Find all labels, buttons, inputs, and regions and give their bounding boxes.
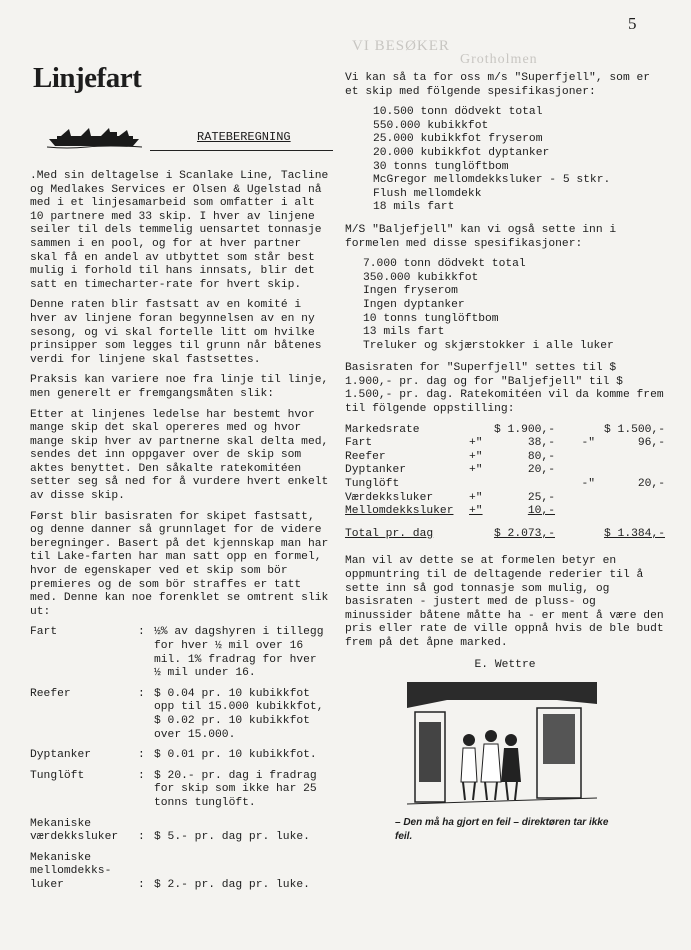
superfjell-intro: Vi kan så ta for oss m/s "Superfjell", som er et skip med fölgende spesifikasjoner: xyxy=(345,72,651,98)
baljefjell-value xyxy=(595,451,665,465)
page-number: 5 xyxy=(628,14,637,33)
row-label: Dyptanker xyxy=(345,464,407,477)
superfjell-value: 20,- xyxy=(527,464,555,477)
sign xyxy=(555,505,595,519)
formula-row-tungloft xyxy=(30,770,330,811)
article-title: Linjefart xyxy=(33,62,142,94)
formula-label: Reefer xyxy=(30,687,71,700)
formula-text: $ 20.- pr. dag i fradrag for skip som ikke har 25 tonns tunglöft. xyxy=(154,769,317,809)
baljefjell-value: 96,- xyxy=(637,437,665,450)
cartoon-caption: – Den må ha gjort en feil – direktøren tar ikke feil. xyxy=(395,817,609,843)
row-label: Fart xyxy=(345,437,373,450)
bleed-through-text: VI BESØKER xyxy=(352,38,450,54)
office-cartoon xyxy=(407,682,597,812)
paragraph-1: .Med sin deltagelse i Scanlake Line, Tacline og Medlakes Services er Olsen & Ugelstad nå med i et linjesamarbeid som omfatter i alt 10 partnere med 33 skip. I hver av linjene seiler til dels temmelig uensartet tonnasje sammen i en pool, og for at hver partner skal få en andel av utbyttet som står best mulig i forhold til hans innsats, blir det satt en timecharter-rate for hvert skip. xyxy=(30,170,329,291)
formula-colon: : xyxy=(138,749,145,762)
table-row xyxy=(345,464,665,478)
formula-row-vaerdekksluker xyxy=(30,818,330,845)
spec-item: Ingen fryserom xyxy=(363,285,458,298)
formula-label: Mekaniske værdekksluker xyxy=(30,817,119,844)
total-row xyxy=(345,528,665,542)
total-label: Total pr. dag xyxy=(345,527,434,540)
right-column xyxy=(345,72,665,844)
formula-colon: : xyxy=(138,831,145,844)
formula-row-mellomdekksluker xyxy=(30,852,330,893)
superfjell-value: 38,- xyxy=(527,437,555,450)
formula-row-fart xyxy=(30,626,330,680)
spec-item: 30 tonns tunglöftbom xyxy=(373,160,509,173)
spec-item: 18 mils fart xyxy=(373,201,455,214)
sign: +" xyxy=(469,450,483,463)
superfjell-value xyxy=(485,478,555,492)
sign xyxy=(555,464,595,478)
spec-item: 550.000 kubikkfot xyxy=(373,119,489,132)
formula-row-reefer xyxy=(30,688,330,742)
table-row xyxy=(345,437,665,451)
formula-text: $ 2.- pr. dag pr. luke. xyxy=(154,878,310,891)
spec-item: Flush mellomdekk xyxy=(373,187,482,200)
basis-rate-text: Basisraten for "Superfjell" settes til $ 1.900,- pr. dag og for "Baljefjell" til $ 1.500,- pr. dag. Ratekomitéen vil da komme frem til fölgende oppstilling: xyxy=(345,362,664,416)
formula-text: $ 5.- pr. dag pr. luke. xyxy=(154,831,310,844)
sign: -" xyxy=(581,437,595,450)
sign xyxy=(555,492,595,506)
baljefjell-value xyxy=(595,464,665,478)
spec-item: Treluker og skjærstokker i alle luker xyxy=(363,339,614,352)
table-row xyxy=(345,505,665,519)
table-row xyxy=(345,451,665,465)
table-row xyxy=(345,424,665,438)
formula-list xyxy=(30,626,330,892)
paragraph-4: Etter at linjenes ledelse har bestemt hvor mange skip det skal opereres med og hvor mange skip hver av partnerne skal delta med, sendes det inn oppgaver over de skip som aktes benyttet. Den såkalte ratekomitéen setter seg så ned for å vurdere hvert enkelt av disse skip. xyxy=(30,408,329,503)
formula-text: $ 0.04 pr. 10 kubikkfot opp til 15.000 kubikkfot, $ 0.02 pr. 10 kubikkfot over 15.000. xyxy=(154,687,324,741)
row-label: Tunglöft xyxy=(345,478,400,491)
formula-colon: : xyxy=(138,769,145,782)
spec-item: McGregor mellomdekksluker - 5 stkr. xyxy=(373,174,611,187)
spec-item: 13 mils fart xyxy=(363,326,445,339)
row-label: Mellomdekksluker xyxy=(345,505,454,518)
superfjell-total: $ 2.073,- xyxy=(493,527,555,540)
row-label: Markedsrate xyxy=(345,423,420,436)
formula-colon: : xyxy=(138,878,145,891)
row-label: Værdekksluker xyxy=(345,491,434,504)
sign: -" xyxy=(581,478,595,491)
author-signature: E. Wettre xyxy=(474,658,536,671)
sign: +" xyxy=(469,464,483,477)
superfjell-value: 25,- xyxy=(527,491,555,504)
row-label: Reefer xyxy=(345,450,386,463)
baljefjell-total: $ 1.384,- xyxy=(603,527,665,540)
sign xyxy=(555,424,595,438)
heading-rule xyxy=(150,150,333,151)
formula-label: Fart xyxy=(30,626,58,639)
superfjell-value: $ 1.900,- xyxy=(493,423,555,436)
spec-item: 10 tonns tunglöftbom xyxy=(363,312,499,325)
baljefjell-value: $ 1.500,- xyxy=(603,423,665,436)
formula-text: ½% av dagshyren i tillegg for hver ½ mil over 16 mil. 1% fradrag for hver ½ mil under 16. xyxy=(154,626,324,680)
rate-table xyxy=(345,424,665,542)
baljefjell-value: 20,- xyxy=(637,478,665,491)
table-row xyxy=(345,492,665,506)
spec-item: 7.000 tonn dödvekt total xyxy=(363,258,526,271)
sign: +" xyxy=(469,437,483,450)
baljefjell-intro: M/S "Baljefjell" kan vi også sette inn i formelen med disse spesifikasjoner: xyxy=(345,223,617,250)
section-heading: RATEBEREGNING xyxy=(197,130,291,144)
formula-label: Mekaniske mellomdekks-luker xyxy=(30,851,112,891)
formula-text: $ 0.01 pr. 10 kubikkfot. xyxy=(154,749,317,762)
paragraph-3: Praksis kan variere noe fra linje til linje, men generelt er fremgangsmåten slik: xyxy=(30,374,329,400)
table-row xyxy=(345,478,665,492)
spec-item: 10.500 tonn dödvekt total xyxy=(373,106,543,119)
formula-colon: : xyxy=(138,687,145,700)
sign: +" xyxy=(469,491,483,504)
sign xyxy=(469,424,485,438)
spec-item: Ingen dyptanker xyxy=(363,298,465,311)
baljefjell-value xyxy=(595,492,665,506)
ship-illustration xyxy=(47,127,142,149)
left-column xyxy=(30,170,330,900)
superfjell-value: 10,- xyxy=(527,505,555,518)
formula-row-dyptanker xyxy=(30,749,330,763)
paragraph-5: Først blir basisraten for skipet fastsatt, og denne danner så grunnlaget for de videre beregninger. Basert på det kjennskap man har til Lake-farten har man satt opp en formel, hvor de egenskaper ved et skip som bör premieres og de som bör straffes er tatt med. Denne kan noe forenklet se omtrent slik ut: xyxy=(30,510,329,618)
spec-item: 350.000 kubikkfot xyxy=(363,271,479,284)
baljefjell-spec-list xyxy=(363,258,665,353)
sign xyxy=(469,478,485,492)
sign xyxy=(555,451,595,465)
superfjell-spec-list xyxy=(373,106,665,215)
spec-item: 20.000 kubikkfot dyptanker xyxy=(373,146,550,159)
spec-item: 25.000 kubikkfot fryserom xyxy=(373,133,543,146)
conclusion-paragraph: Man vil av dette se at formelen betyr en oppmuntring til de deltagende rederier til å sette inn så god tonnasje som mulig, og basisraten - justert med de pluss- og minussider båtene måtte ha - er ment å være den pris eller rate de ville oppnå hvis de ble budt frem på det åpne marked. xyxy=(345,555,664,649)
superfjell-value: 80,- xyxy=(527,450,555,463)
sign: +" xyxy=(469,505,483,518)
bleed-through-text-2: Grotholmen xyxy=(460,52,538,67)
formula-label: Dyptanker xyxy=(30,749,92,762)
paragraph-2: Denne raten blir fastsatt av en komité i hver av linjene foran begynnelsen av en ny sesong, og vi skal fortelle litt om hvilke prinsipper som legges til grunn når båtenes verdi for linjene skal fastsettes. xyxy=(30,299,322,366)
formula-label: Tunglöft xyxy=(30,769,85,782)
baljefjell-value xyxy=(595,505,665,519)
formula-colon: : xyxy=(138,626,145,639)
